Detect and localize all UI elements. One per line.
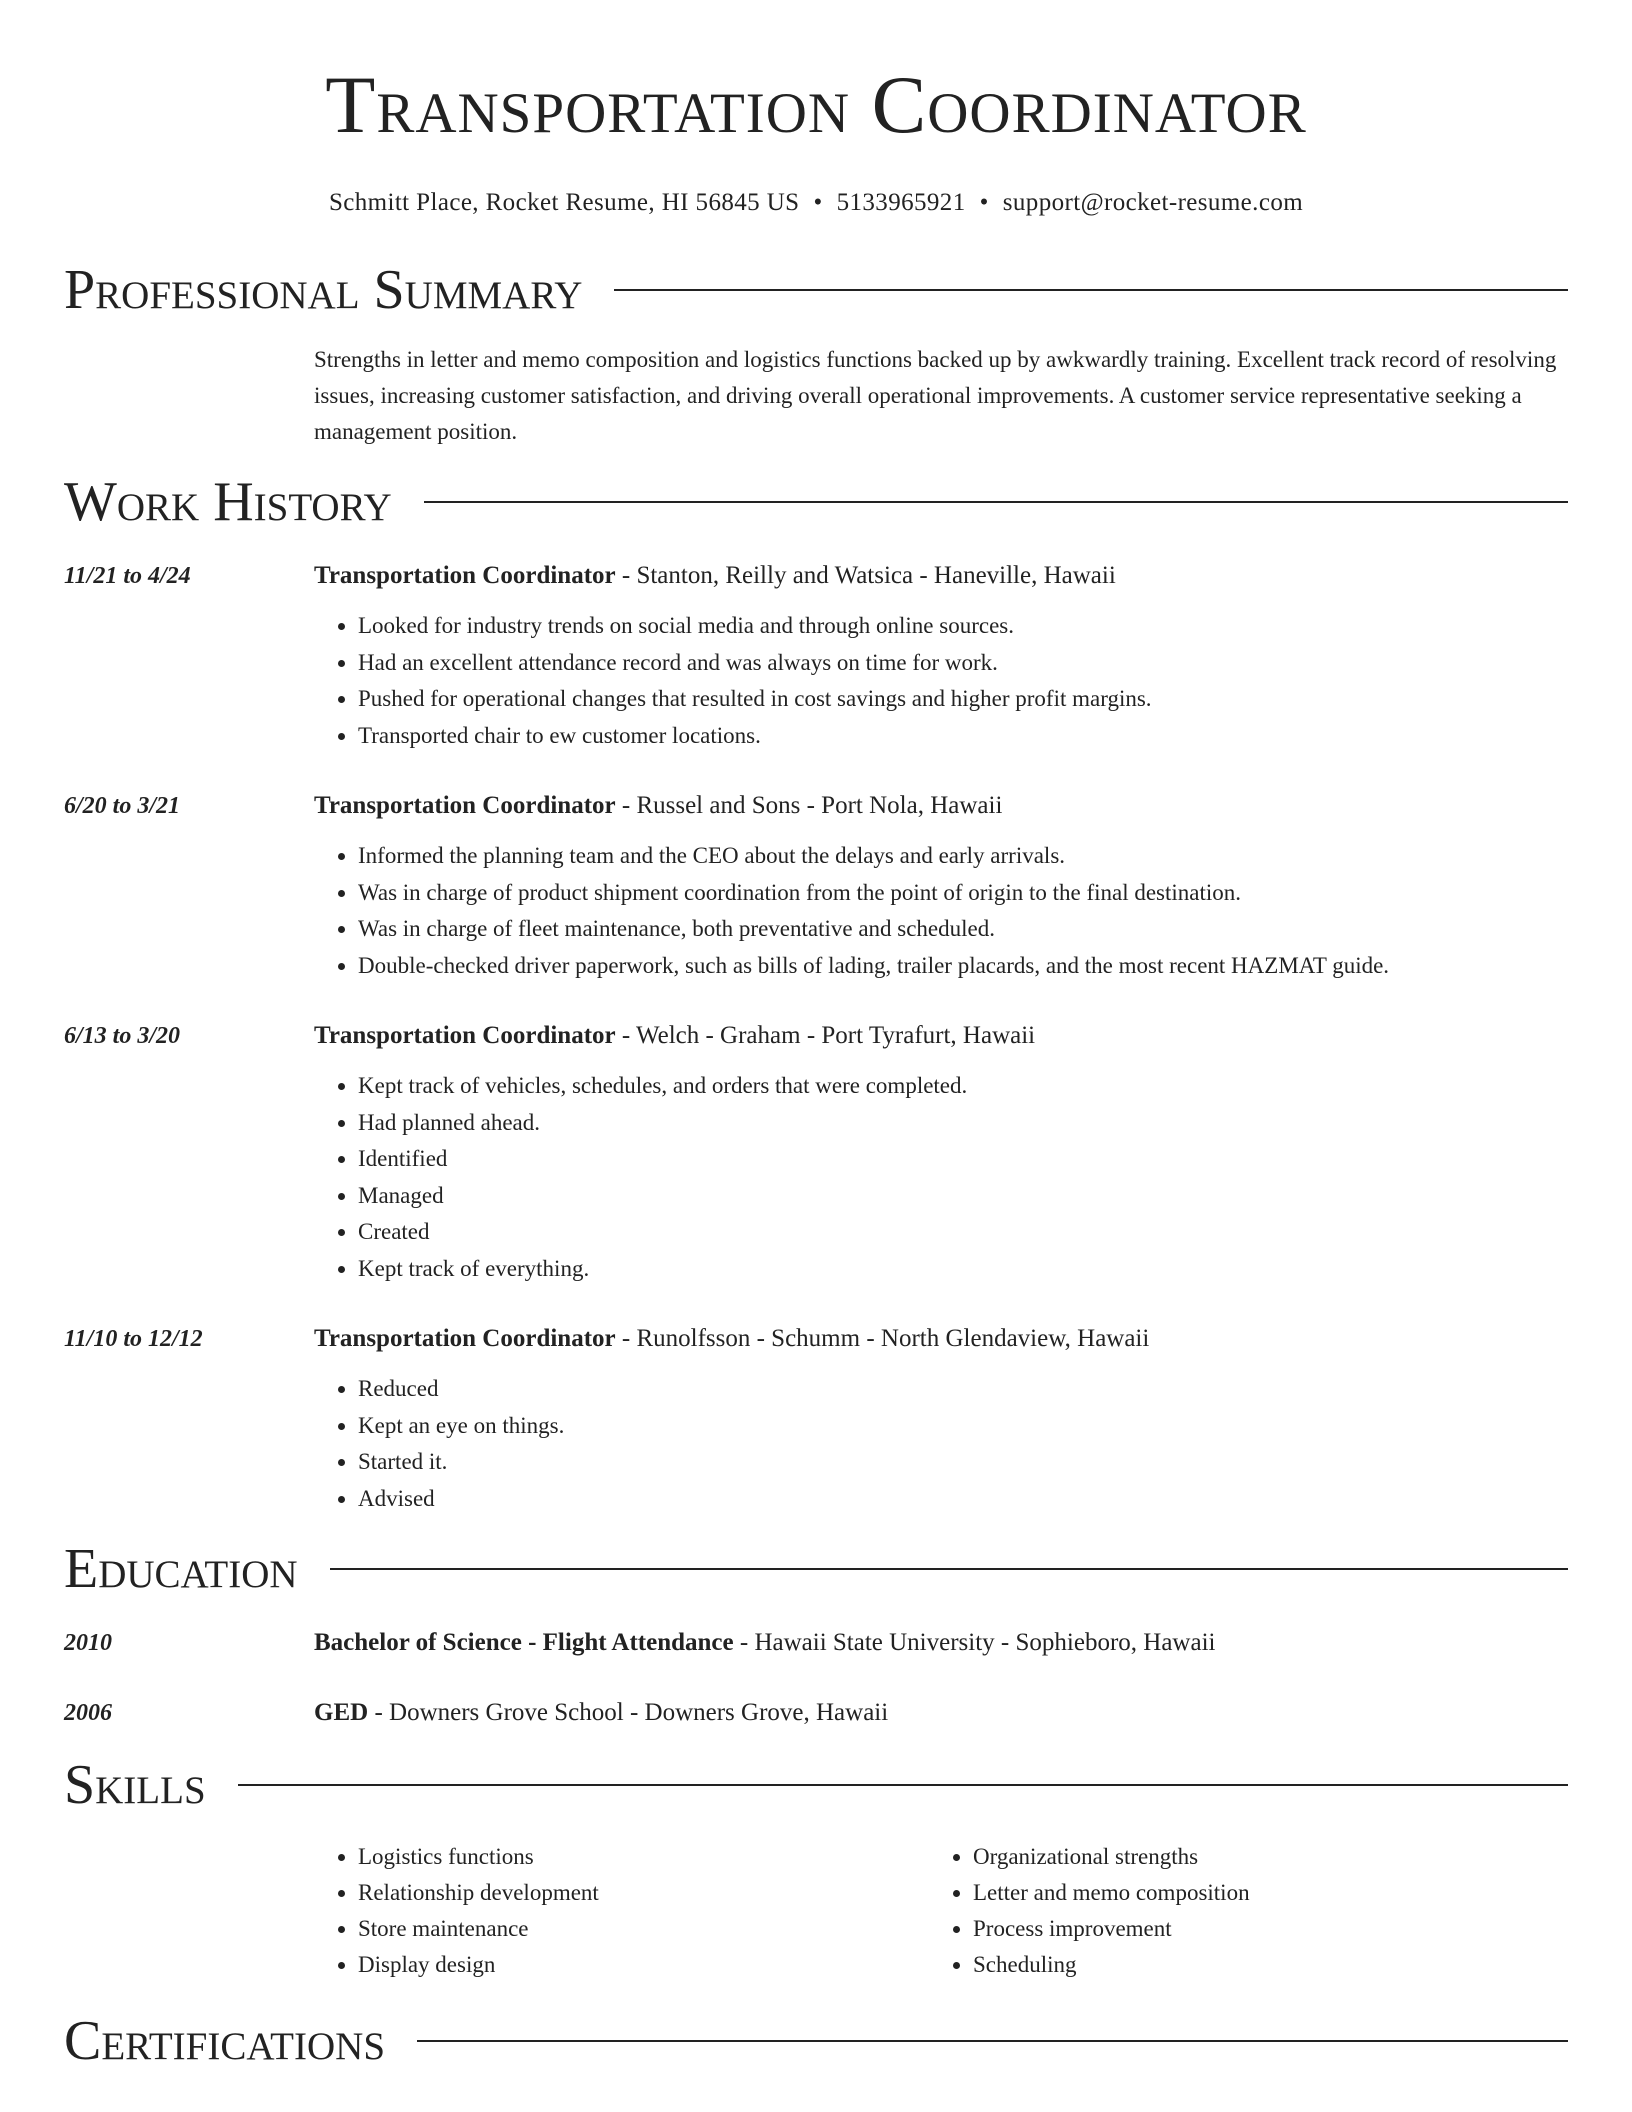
skill-item: • Relationship development [358,1875,929,1911]
summary-section-header [64,260,1568,320]
skills-column-left [314,1839,929,1983]
job-dates: 6/13 to 3/20 [64,1023,181,1049]
contact-address: Schmitt Place, Rocket Resume, HI 56845 US [328,189,800,216]
job-bullet: • Created [358,1214,1568,1251]
job-bullet: • Was in charge of fleet maintenance, both preventative and scheduled. [358,911,1568,948]
education-year: 2006 [64,1700,112,1726]
job-company-location: - Runolfsson - Schumm - North Glendaview, Hawaii [615,1325,1150,1352]
contact-line [64,188,1568,218]
education-degree: Bachelor of Science - Flight Attendance [314,1629,734,1656]
work-section-header [64,472,1568,532]
skill-item: • Process improvement [973,1911,1544,1947]
work-section-title: Work History [64,471,392,533]
job-bullet: • Managed [358,1178,1568,1215]
education-section-header [64,1539,1568,1599]
education-body [314,1695,1568,1731]
job-bullet: • Had an excellent attendance record and was always on time for work. [358,645,1568,682]
job-bullet: • Kept track of vehicles, schedules, and orders that were completed. [358,1068,1568,1105]
job-entry [64,558,1568,754]
contact-separator: • [813,189,823,216]
education-heading [314,1625,1568,1661]
job-company-location: - Stanton, Reilly and Watsica - Haneville, Hawaii [615,562,1116,589]
skills-list [314,1839,1568,1983]
job-bullets [314,1371,1568,1517]
job-bullet: • Kept track of everything. [358,1251,1568,1288]
skills-column-right [929,1839,1544,1983]
certifications-section-title: Certifications [64,2010,386,2072]
contact-email: support@rocket-resume.com [1002,189,1304,216]
job-bullets [314,608,1568,754]
job-bullet: • Kept an eye on things. [358,1408,1568,1445]
job-bullet: • Transported chair to ew customer locations. [358,718,1568,755]
education-school-location: - Hawaii State University - Sophieboro, Hawaii [733,1629,1216,1656]
skill-item: • Display design [358,1947,929,1983]
education-degree: GED [314,1699,369,1726]
job-dates: 6/20 to 3/21 [64,793,181,819]
education-entry [64,1695,1568,1731]
job-bullet: • Double-checked driver paperwork, such as bills of lading, trailer placards, and the most recent HAZMAT guide. [358,948,1568,985]
job-bullet: • Had planned ahead. [358,1105,1568,1142]
contact-separator: • [979,189,989,216]
job-bullet: • Reduced [358,1371,1568,1408]
job-title: Transportation Coordinator [314,1325,616,1352]
education-year: 2010 [64,1630,112,1656]
education-school-location: - Downers Grove School - Downers Grove, Hawaii [368,1699,889,1726]
job-company-location: - Welch - Graham - Port Tyrafurt, Hawaii [615,1022,1036,1049]
job-bullet: • Was in charge of product shipment coordination from the point of origin to the final destination. [358,875,1568,912]
job-dates: 11/21 to 4/24 [64,563,191,589]
section-divider [417,2040,1568,2042]
section-divider [330,1568,1568,1570]
job-body [314,1018,1568,1287]
skills-section-header [64,1755,1568,1815]
skill-item: • Scheduling [973,1947,1544,1983]
job-title: Transportation Coordinator [314,792,616,819]
job-heading [314,558,1568,594]
job-heading [314,1321,1568,1357]
job-heading [314,1018,1568,1054]
job-dates: 11/10 to 12/12 [64,1326,203,1352]
skills-section-title: Skills [64,1754,206,1816]
candidate-name: Transportation Coordinator [325,59,1307,150]
certifications-section-header [64,2011,1568,2071]
job-entry [64,788,1568,984]
job-title: Transportation Coordinator [314,1022,616,1049]
job-bullet: • Informed the planning team and the CEO about the delays and early arrivals. [358,838,1568,875]
job-body [314,1321,1568,1517]
skill-item: • Letter and memo composition [973,1875,1544,1911]
job-bullet: • Looked for industry trends on social media and through online sources. [358,608,1568,645]
job-bullets [314,838,1568,984]
job-company-location: - Russel and Sons - Port Nola, Hawaii [615,792,1003,819]
section-divider [238,1784,1568,1786]
job-bullet: • Identified [358,1141,1568,1178]
job-body [314,788,1568,984]
job-bullet: • Advised [358,1481,1568,1518]
section-divider [614,289,1568,291]
education-section-title: Education [64,1538,298,1600]
education-heading [314,1695,1568,1731]
contact-phone: 5133965921 [836,189,966,216]
job-entry [64,1018,1568,1287]
job-title: Transportation Coordinator [314,562,616,589]
job-entry [64,1321,1568,1517]
job-bullets [314,1068,1568,1287]
summary-text: Strengths in letter and memo composition and logistics functions backed up by awkwardly training. Excellent track record of resolving issues, increasing customer satisfaction, and driving overall operational improvements. A customer service representative seeking a management position. [314,347,1557,444]
education-entry [64,1625,1568,1661]
job-bullet: • Pushed for operational changes that resulted in cost savings and higher profit margins. [358,681,1568,718]
education-body [314,1625,1568,1661]
job-body [314,558,1568,754]
skill-item: • Logistics functions [358,1839,929,1875]
job-bullet: • Started it. [358,1444,1568,1481]
section-divider [424,501,1568,503]
skill-item: • Store maintenance [358,1911,929,1947]
skill-item: • Organizational strengths [973,1839,1544,1875]
job-heading [314,788,1568,824]
summary-section-title: Professional Summary [64,259,583,321]
